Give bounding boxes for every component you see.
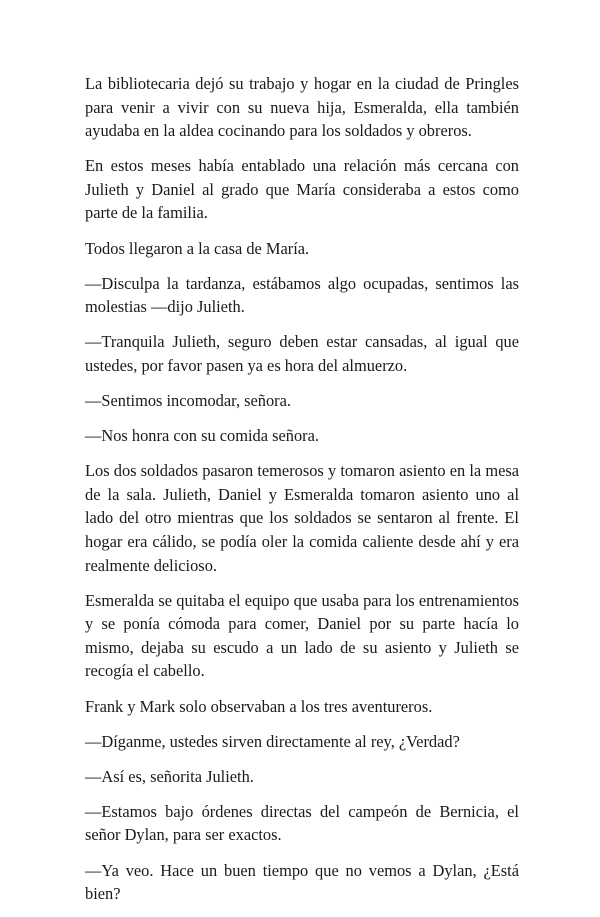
paragraph-2: En estos meses había entablado una relación más cercana con Julieth y Daniel al grado que María consideraba a estos como parte de la familia. (85, 156, 519, 223)
paragraph-1: La bibliotecaria dejó su trabajo y hogar en la ciudad de Pringles para venir a vivir con su nueva hija, Esmeralda, ella también ayudaba en la aldea cocinando para los soldados y obreros. (85, 74, 519, 141)
paragraph-10: Frank y Mark solo observaban a los tres aventureros. (85, 696, 433, 716)
paragraph-9: Esmeralda se quitaba el equipo que usaba para los entrenamientos y se ponía cómoda para comer, Daniel por su parte hacía lo mismo, dejaba su escudo a un lado de su asiento y Julieth se recogía el cabello. (85, 590, 519, 681)
paragraph-5: —Tranquila Julieth, seguro deben estar cansadas, al igual que ustedes, por favor pasen ya es hora del almuerzo. (85, 332, 519, 375)
paragraph-11: —Díganme, ustedes sirven directamente al rey, ¿Verdad? (85, 731, 460, 751)
paragraph-8: Los dos soldados pasaron temerosos y tomaron asiento en la mesa de la sala. Julieth, Daniel y Esmeralda tomaron asiento uno al lado del otro mientras que los soldados se sentaron al frente. El hogar era cálido, se podía oler la comida caliente desde ahí y era realmente delicioso. (85, 461, 519, 575)
paragraph-4: —Disculpa la tardanza, estábamos algo ocupadas, sentimos las molestias —dijo Julieth. (85, 273, 519, 317)
paragraph-7: —Nos honra con su comida señora. (85, 426, 319, 446)
paragraph-6: —Sentimos incomodar, señora. (85, 391, 292, 411)
paragraph-12: —Así es, señorita Julieth. (85, 766, 254, 786)
paragraph-14: —Ya veo. Hace un buen tiempo que no vemos a Dylan, ¿Está bien? (85, 860, 519, 904)
paragraph-3: Todos llegaron a la casa de María. (85, 238, 310, 258)
paragraph-13: —Estamos bajo órdenes directas del campeón de Bernicia, el señor Dylan, para ser exactos. (85, 801, 519, 845)
book-page (85, 72, 519, 917)
